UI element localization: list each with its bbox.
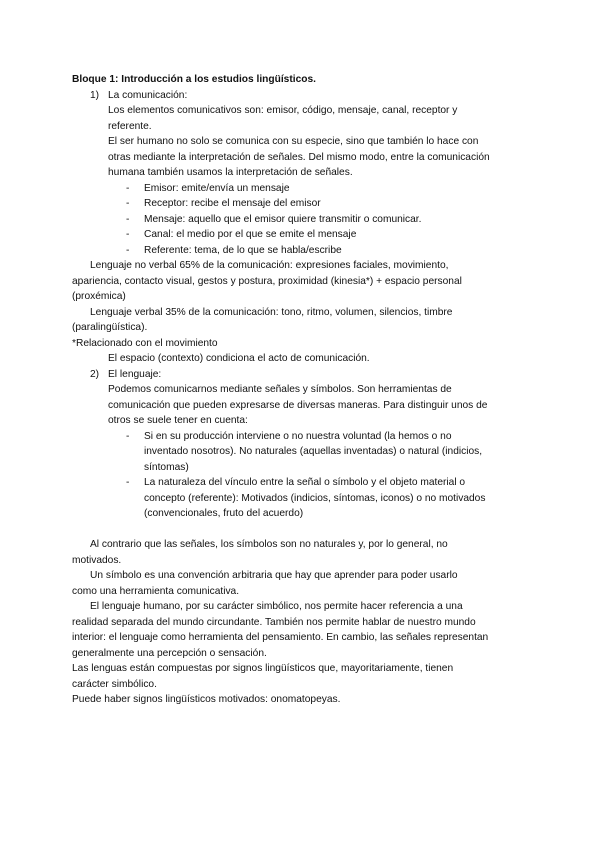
dash-icon: - [126,244,130,256]
nonverbal-line: apariencia, contacto visual, gestos y postura, proximidad (kinesia*) + espacio personal [72,275,462,287]
context-line: El espacio (contexto) condiciona el acto de comunicación. [108,353,370,364]
dash-icon: - [126,213,130,225]
paragraph-line: realidad separada del mundo circundante. También nos permite hablar de nuestro mundo [72,616,476,628]
bullet-continuation: inventado nosotros). No naturales (aquellas inventadas) o natural (indicios, [144,446,483,457]
document-title: Bloque 1: Introducción a los estudios lingüísticos. [72,74,316,85]
s1-p2-line: otras mediante la interpretación de señales. Del mismo modo, entre la comunicación [108,151,490,163]
s2-p1-line: Podemos comunicarnos mediante señales y símbolos. Son herramientas de [108,384,452,395]
s2-p1-line: comunicación que pueden expresarse de diversas maneras. Para distinguir unos de [108,399,488,411]
paragraph-line: Las lenguas están compuestas por signos lingüísticos que, mayoritariamente, tienen [72,663,454,674]
bullet-item: - Receptor: recibe el mensaje del emisor [72,196,532,212]
section-2-title: El lenguaje: [108,368,162,380]
section-2-number: 2) [90,368,100,380]
nonverbal-line: Lenguaje no verbal 65% de la comunicación: expresiones faciales, movimiento, [90,260,449,271]
s1-p2-line: El ser humano no solo se comunica con su especie, sino que también lo hace con [108,136,479,147]
paragraph-line: carácter simbólico. [72,678,157,690]
bullet-continuation: concepto (referente): Motivados (indicios, síntomas, iconos) o no motivados [144,492,486,504]
bullet-continuation: síntomas) [144,461,189,473]
dash-icon: - [126,182,130,194]
verbal-line: Lenguaje verbal 35% de la comunicación: tono, ritmo, volumen, silencios, timbre [90,306,453,318]
paragraph-line: Un símbolo es una convención arbitraria que hay que aprender para poder usarlo [90,570,458,581]
paragraph-line: como una herramienta comunicativa. [72,585,240,597]
section-1-title: La comunicación: [108,89,188,101]
bullet-item: - Referente: tema, de lo que se habla/escribe [72,243,532,259]
paragraph-line: motivados. [72,554,122,566]
dash-icon: - [126,198,130,209]
section-1-heading [72,88,532,104]
section-2-heading [72,367,532,383]
s1-p1-line: referente. [108,120,152,132]
dash-icon: - [126,430,130,442]
bullet-item: - Canal: el medio por el que se emite el mensaje [72,227,532,243]
paragraph-line: Puede haber signos lingüísticos motivados: onomatopeyas. [72,694,341,705]
document-page [72,72,532,708]
dash-icon: - [126,229,130,240]
paragraph-line: El lenguaje humano, por su carácter simbólico, nos permite hacer referencia a una [90,601,463,612]
bullet-item: - Mensaje: aquello que el emisor quiere transmitir o comunicar. [72,212,532,228]
bullet-item: - Si en su producción interviene o no nuestra voluntad (la hemos o no [72,429,532,445]
bullet-continuation: (convencionales, fruto del acuerdo) [144,508,304,519]
bullet-item: - La naturaleza del vínculo entre la señal o símbolo y el objeto material o [72,475,532,491]
paragraph-line: interior: el lenguaje como herramienta del pensamiento. En cambio, las señales representan [72,632,489,643]
section-1-number: 1) [90,89,100,101]
dash-icon: - [126,477,130,488]
s1-p1-line: Los elementos comunicativos son: emisor, código, mensaje, canal, receptor y [108,105,458,116]
bullet-item: - Emisor: emite/envía un mensaje [72,181,532,197]
s2-p1-line: otros se suele tener en cuenta: [108,415,248,426]
paragraph-line: Al contrario que las señales, los símbolos son no naturales y, por lo general, no [90,539,448,550]
s1-p2-line: humana también usamos la interpretación de señales. [108,167,353,178]
paragraph-line: generalmente una percepción o sensación. [72,647,267,659]
footnote: *Relacionado con el movimiento [72,337,218,349]
verbal-line: (paralingüística). [72,322,148,333]
nonverbal-line: (proxémica) [72,291,126,302]
